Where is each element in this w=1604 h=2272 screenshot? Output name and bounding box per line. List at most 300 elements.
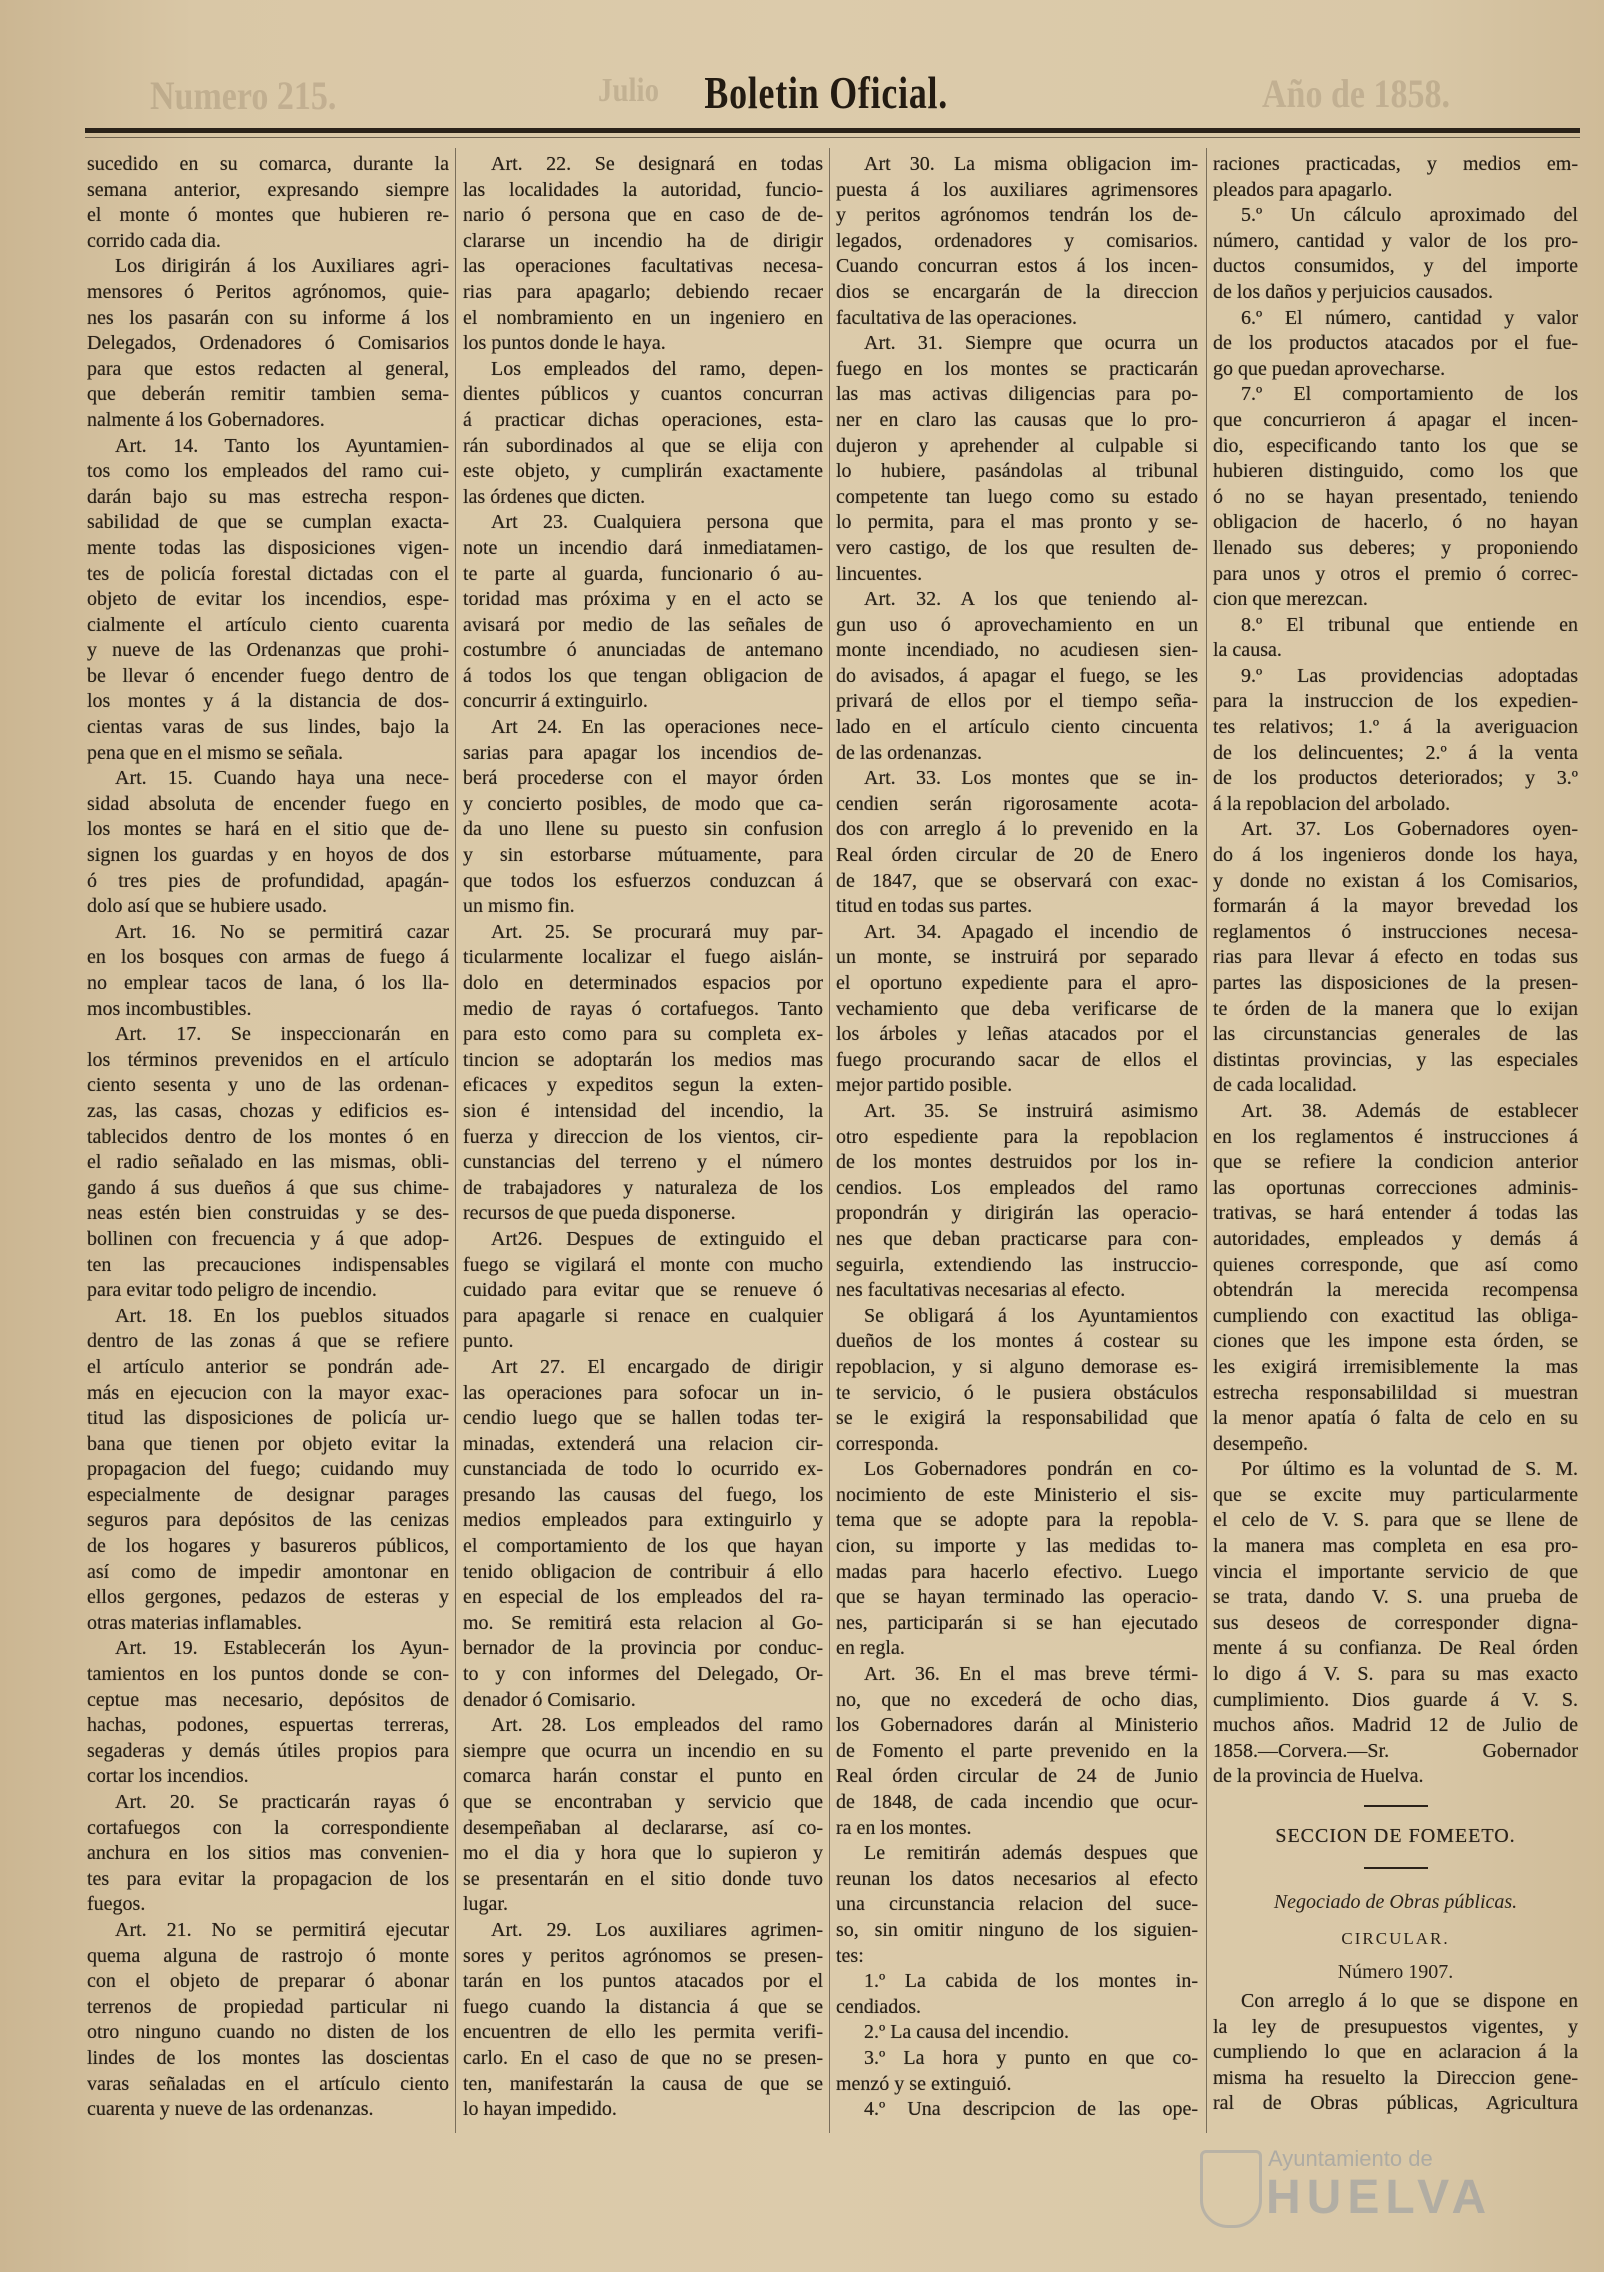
text-line: la menor apatía ó falta de celo en su bbox=[1213, 1407, 1578, 1430]
text-line: dos con arreglo á lo prevenido en la bbox=[836, 818, 1198, 841]
text-line: sucedido en su comarca, durante la bbox=[87, 153, 449, 175]
text-line: Art 30. La misma obligacion im- bbox=[864, 153, 1198, 175]
paragraph bbox=[463, 920, 823, 1227]
paragraph bbox=[87, 1022, 449, 1304]
text-line: los montes y á la distancia de dos- bbox=[87, 690, 449, 713]
text-line: puesta á los auxiliares agrimensores bbox=[836, 178, 1198, 201]
header-rule bbox=[85, 128, 1580, 133]
text-line: 7.º El comportamiento de los bbox=[1241, 383, 1578, 406]
text-line: signen los guardas y en hoyos de dos bbox=[87, 844, 449, 867]
paragraph bbox=[87, 254, 449, 433]
text-line: Se obligará á los Ayuntamientos bbox=[864, 1304, 1198, 1327]
paragraph bbox=[1213, 382, 1578, 612]
text-line: darán bajo su mas estrecha respon- bbox=[87, 485, 449, 508]
text-line: en especial de los empleados del ra- bbox=[463, 1586, 823, 1609]
text-line: dentro de las zonas á que se refiere bbox=[87, 1330, 449, 1353]
label-heading: CIRCULAR. bbox=[1341, 1929, 1450, 1948]
text-line: seguros para depósitos de las cenizas bbox=[87, 1509, 449, 1532]
text-line: Art. 31. Siempre que ocurra un bbox=[864, 332, 1198, 355]
paragraph bbox=[836, 587, 1198, 766]
text-line: los montes se hará en el sitio que de- bbox=[87, 818, 449, 841]
text-line: nes facultativas necesarias al efecto. bbox=[836, 1279, 1126, 1302]
text-line: medio de rayas ó cortafuegos. Tanto bbox=[463, 997, 823, 1020]
text-line: recursos de que pueda disponerse. bbox=[463, 1202, 736, 1225]
text-line: de los productos deteriorados; y 3.º bbox=[1213, 767, 1578, 790]
text-line: ciento sesenta y uno de las ordenan- bbox=[87, 1074, 449, 1097]
text-line: corresponda. bbox=[836, 1432, 939, 1455]
text-line: Delegados, Ordenadores ó Comisarios bbox=[87, 332, 449, 355]
text-line: tarán en los puntos atacados por el bbox=[463, 1970, 823, 1993]
text-line: Art. 14. Tanto los Ayuntamien- bbox=[115, 434, 449, 457]
text-line: tema que se adopte para la repobla- bbox=[836, 1509, 1198, 1532]
text-line: go que puedan aprovecharse. bbox=[1213, 357, 1446, 380]
text-line: los Gobernadores darán al Ministerio bbox=[836, 1714, 1198, 1737]
text-line: competente tan luego como su estado bbox=[836, 485, 1198, 508]
text-line: da uno llene su puesto sin confusion bbox=[463, 818, 823, 841]
text-line: dolo así que se hubiere usado. bbox=[87, 895, 327, 918]
text-line: que concurrieron á apagar el incen- bbox=[1213, 408, 1578, 431]
text-line: rias para llevar á efecto en todas sus bbox=[1213, 946, 1578, 969]
text-line: 9.º Las providencias adoptadas bbox=[1241, 664, 1578, 687]
text-line: medios empleados para extinguirlo y bbox=[463, 1509, 823, 1532]
text-line: 1858.—Corvera.—Sr. Gobernador bbox=[1213, 1739, 1578, 1762]
text-line: quienes corresponde, que así como bbox=[1213, 1253, 1578, 1276]
text-line: cunstancias del terreno y el número bbox=[463, 1151, 823, 1174]
text-line: Art. 25. Se procurará muy par- bbox=[491, 920, 823, 943]
text-line: vincia el importante servicio de que bbox=[1213, 1560, 1578, 1583]
text-line: cendios. Los empleados del ramo bbox=[836, 1176, 1198, 1199]
paragraph bbox=[463, 1713, 823, 1918]
text-line: titud las disposiciones de policía ur- bbox=[87, 1407, 449, 1430]
text-line: fuego en los montes se practicarán bbox=[836, 357, 1198, 380]
text-line: lo hubiere, pasándolas al tribunal bbox=[836, 460, 1198, 483]
text-line: siempre que ocurra un incendio en su bbox=[463, 1739, 823, 1762]
text-line: en regla. bbox=[836, 1637, 905, 1660]
column-divider bbox=[455, 148, 456, 2133]
text-line: el comportamiento de los que hayan bbox=[463, 1535, 823, 1558]
text-line: autoridades, empleados y demás á bbox=[1213, 1227, 1578, 1250]
text-line: muchos años. Madrid 12 de Julio de bbox=[1213, 1714, 1578, 1737]
text-line: de trabajadores y naturaleza de los bbox=[463, 1176, 823, 1199]
text-line: berá procederse con el mayor órden bbox=[463, 767, 823, 790]
text-line: Art. 21. No se permitirá ejecutar bbox=[115, 1918, 449, 1941]
watermark-line-2: HUELVA bbox=[1266, 2171, 1493, 2224]
text-line: cortar los incendios. bbox=[87, 1765, 249, 1788]
text-line: con el objeto de preparar ó abonar bbox=[87, 1970, 449, 1993]
text-line: Real órden circular de 24 de Junio bbox=[836, 1765, 1198, 1788]
text-line: gando á sus dueños á que sus chime- bbox=[87, 1176, 449, 1199]
text-line: Los empleados del ramo, depen- bbox=[491, 357, 823, 380]
text-line: las localidades la autoridad, funcio- bbox=[463, 178, 823, 201]
column-2 bbox=[463, 152, 823, 2123]
text-line: neas estén bien construidas y se des- bbox=[87, 1202, 449, 1225]
text-line: encuentren de ello les permita verifi- bbox=[463, 2021, 823, 2044]
text-line: los términos prevenidos en el artículo bbox=[87, 1048, 449, 1071]
text-line: la causa. bbox=[1213, 639, 1282, 662]
text-line: el oportuno expediente para el apro- bbox=[836, 972, 1198, 994]
column-divider bbox=[1206, 148, 1207, 2133]
text-line: be llevar ó encender fuego dentro de bbox=[87, 664, 449, 687]
text-line: nario ó persona que en caso de de- bbox=[463, 204, 823, 227]
text-line: tes relativos; 1.º á la averiguacion bbox=[1213, 716, 1578, 739]
text-line: de Fomento el parte prevenido en la bbox=[836, 1739, 1198, 1762]
text-line: dolo en determinados espacios por bbox=[463, 972, 823, 994]
text-line: Art. 22. Se designará en todas bbox=[491, 153, 823, 175]
paragraph bbox=[836, 1662, 1198, 1841]
text-line: de las ordenanzas. bbox=[836, 741, 983, 764]
text-line: vero castigo, de los que resulten de- bbox=[836, 536, 1198, 559]
text-line: lado en el artículo ciento cincuenta bbox=[836, 716, 1198, 739]
text-line: cendien serán rigorosamente acota- bbox=[836, 792, 1198, 815]
text-line: tablecidos dentro de los montes ó en bbox=[87, 1125, 449, 1148]
paragraph bbox=[463, 1227, 823, 1355]
text-line: fuego cuando la distancia á que se bbox=[463, 1995, 823, 2018]
page-title: Boletin Oficial. bbox=[704, 67, 948, 118]
text-line: este objeto, y cumplirán exactamente bbox=[463, 460, 823, 483]
text-line: sus deseos de corresponder digna- bbox=[1213, 1611, 1578, 1634]
text-line: Art. 20. Se practicarán rayas ó bbox=[115, 1791, 449, 1813]
text-line: el nombramiento en un ingeniero en bbox=[463, 306, 823, 329]
text-line: cunstanciada de todo lo ocurrido ex- bbox=[463, 1458, 823, 1481]
text-line: repoblacion, y si alguno demorase es- bbox=[836, 1355, 1198, 1378]
text-line: ciones que les impone esta órden, se bbox=[1213, 1330, 1578, 1353]
paragraph bbox=[463, 715, 823, 920]
text-line: bernador de la provincia por conduc- bbox=[463, 1637, 823, 1660]
text-line: 6.º El número, cantidad y valor bbox=[1241, 306, 1578, 329]
text-line: y concierto posibles, de modo que ca- bbox=[463, 792, 823, 815]
text-line: cumpliendo con exactitud las obliga- bbox=[1213, 1304, 1578, 1327]
section-title-heading: SECCION DE FOMEETO. bbox=[1275, 1825, 1516, 1847]
paragraph bbox=[87, 920, 449, 1022]
text-line: Art. 35. Se instruirá asimismo bbox=[864, 1099, 1198, 1122]
section-rule bbox=[1213, 1852, 1578, 1882]
text-line: 2.º La causa del incendio. bbox=[864, 2021, 1070, 2044]
paragraph bbox=[836, 1457, 1198, 1662]
text-line: Le remitirán además despues que bbox=[864, 1842, 1198, 1865]
text-line: así como de impedir amontonar en bbox=[87, 1560, 449, 1583]
text-line: note un incendio dará inmediatamen- bbox=[463, 536, 823, 559]
text-line: de los montes destruidos por los in- bbox=[836, 1151, 1198, 1174]
paragraph bbox=[836, 152, 1198, 331]
text-line: pena que en el mismo se señala. bbox=[87, 741, 344, 764]
number-heading: Número 1907. bbox=[1337, 1961, 1454, 1983]
text-line: un mismo fin. bbox=[463, 895, 575, 918]
paragraph bbox=[1213, 306, 1578, 383]
text-line: obtendrán la merecida recompensa bbox=[1213, 1279, 1578, 1302]
text-line: Los dirigirán á los Auxiliares agri- bbox=[115, 255, 449, 278]
paragraph bbox=[463, 1918, 823, 2123]
text-line: nocimiento de este Ministerio el sis- bbox=[836, 1483, 1198, 1506]
text-line: ticularmente localizar el fuego aislán- bbox=[463, 946, 823, 969]
text-line: tenido obligacion de contribuir á ello bbox=[463, 1560, 823, 1583]
text-line: en los reglamentos é instrucciones á bbox=[1213, 1125, 1578, 1148]
text-line: desempeño. bbox=[1213, 1432, 1308, 1455]
text-line: do avisados, á apagar el fuego, se les bbox=[836, 664, 1198, 687]
text-line: se le exigirá la responsabilidad que bbox=[836, 1407, 1198, 1430]
paragraph bbox=[87, 1636, 449, 1790]
paragraph bbox=[1213, 817, 1578, 1099]
text-line: clararse un incendio ha de dirigir bbox=[463, 229, 823, 252]
text-line: misma ha resuelto la Direccion gene- bbox=[1213, 2066, 1578, 2089]
text-line: partes las disposiciones de la presen- bbox=[1213, 972, 1578, 994]
text-line: segaderas y demás útiles propios para bbox=[87, 1739, 449, 1762]
text-line: para esto como para su completa ex- bbox=[463, 1023, 823, 1046]
text-line: Art. 36. En el mas breve térmi- bbox=[864, 1663, 1198, 1686]
text-line: rias para apagarlo; debiendo recaer bbox=[463, 280, 823, 303]
text-line: otras materias inflamables. bbox=[87, 1611, 302, 1634]
text-line: las mas activas diligencias para po- bbox=[836, 383, 1198, 406]
watermark-line-1: Ayuntamiento de bbox=[1268, 2146, 1433, 2171]
text-line: de 1848, de cada incendio que ocur- bbox=[836, 1791, 1198, 1813]
text-line: de los daños y perjuicios causados. bbox=[1213, 280, 1493, 303]
text-line: trativas, se hará entender á todas las bbox=[1213, 1202, 1578, 1225]
text-line: de cada localidad. bbox=[1213, 1074, 1357, 1097]
text-line: distintas provincias, y las especiales bbox=[1213, 1048, 1578, 1071]
text-line: formarán á la mayor brevedad los bbox=[1213, 895, 1578, 918]
text-line: Art26. Despues de extinguido el bbox=[491, 1227, 823, 1250]
paragraph bbox=[836, 920, 1198, 1099]
text-line: el radio señalado en las mismas, obli- bbox=[87, 1151, 449, 1174]
text-line: costumbre ó anunciadas de antemano bbox=[463, 639, 823, 662]
text-line: so, sin omitir ninguno de los siguien- bbox=[836, 1918, 1198, 1941]
text-line: nalmente á los Gobernadores. bbox=[87, 408, 325, 431]
text-line: no emplear tacos de lana, ó los lla- bbox=[87, 972, 449, 994]
text-line: toridad mas próxima y en el acto se bbox=[463, 588, 823, 611]
text-line: cuidado para evitar que se renueve ó bbox=[463, 1279, 823, 1302]
text-line: las órdenes que dicten. bbox=[463, 485, 646, 508]
text-line: Art 24. En las operaciones nece- bbox=[491, 716, 823, 739]
text-line: que se encontraban y servicio que bbox=[463, 1791, 823, 1813]
text-line: les exigirá irremisiblemente la mas bbox=[1213, 1355, 1578, 1378]
paragraph bbox=[87, 1304, 449, 1637]
text-line: nes los pasarán con su informe á los bbox=[87, 306, 449, 329]
text-line: cialmente el artículo ciento cuarenta bbox=[87, 613, 449, 636]
column-1 bbox=[87, 152, 449, 2123]
text-line: el celo de V. S. para que se llene de bbox=[1213, 1509, 1578, 1532]
text-line: ó no se hayan presentado, teniendo bbox=[1213, 485, 1578, 508]
text-line: se presentarán en el sitio donde tuvo bbox=[463, 1867, 823, 1890]
text-line: reunan los datos necesarios al efecto bbox=[836, 1867, 1198, 1890]
text-line: obligacion de hacerlo, ó no hayan bbox=[1213, 511, 1578, 534]
text-line: mejor partido posible. bbox=[836, 1074, 1013, 1097]
text-line: de la provincia de Huelva. bbox=[1213, 1765, 1424, 1788]
text-line: ten, manifestarán la causa de que se bbox=[463, 2072, 823, 2095]
text-line: dujeron y aprehender al culpable si bbox=[836, 434, 1198, 457]
text-line: bana que tienen por objeto evitar la bbox=[87, 1432, 449, 1455]
text-line: fuego se vigilará el monte con mucho bbox=[463, 1253, 823, 1276]
text-line: lugar. bbox=[463, 1893, 508, 1916]
paragraph bbox=[836, 1099, 1198, 1304]
text-line: Real órden circular de 20 de Enero bbox=[836, 844, 1198, 867]
text-line: tes para evitar la propagacion de los bbox=[87, 1867, 449, 1890]
text-line: menzó y se extinguió. bbox=[836, 2072, 1012, 2095]
text-line: para la instruccion de los expedien- bbox=[1213, 690, 1578, 713]
text-line: desempeñaban al declararse, así co- bbox=[463, 1816, 823, 1839]
text-line: 5.º Un cálculo aproximado del bbox=[1241, 204, 1578, 227]
text-line: para unos y otros el premio ó correc- bbox=[1213, 562, 1578, 585]
text-line: Art. 37. Los Gobernadores oyen- bbox=[1241, 818, 1578, 841]
text-line: mo. Se remitirá esta relacion al Go- bbox=[463, 1611, 823, 1634]
text-line: concurrir á extinguirlo. bbox=[463, 690, 648, 713]
text-line: pleados para apagarlo. bbox=[1213, 178, 1393, 201]
text-line: Cuando concurran estos á los incen- bbox=[836, 255, 1198, 278]
text-line: zas, las casas, chozas y edificios es- bbox=[87, 1099, 449, 1122]
text-line: los árboles y leñas atacados por el bbox=[836, 1023, 1198, 1046]
text-line: mente á su confianza. De Real órden bbox=[1213, 1637, 1578, 1660]
text-line: mensores ó Peritos agrónomos, quie- bbox=[87, 280, 449, 303]
text-line: Art. 34. Apagado el incendio de bbox=[864, 920, 1198, 943]
text-line: avisará por medio de las señales de bbox=[463, 613, 823, 636]
text-line: dientes públicos y cuantos concurran bbox=[463, 383, 823, 406]
text-line: ductos consumidos, y del importe bbox=[1213, 255, 1578, 278]
text-line: fuegos. bbox=[87, 1893, 146, 1916]
text-line: ra en los montes. bbox=[836, 1816, 972, 1839]
text-line: tincion se adoptarán los medios mas bbox=[463, 1048, 823, 1071]
text-line: vechamiento que deba verificarse de bbox=[836, 997, 1198, 1020]
ghost-month: Julio bbox=[598, 72, 660, 109]
text-line: Art 27. El encargado de dirigir bbox=[491, 1355, 823, 1378]
text-line: titud en todas sus partes. bbox=[836, 895, 1033, 918]
text-line: cumplimiento. Dios guarde á V. S. bbox=[1213, 1688, 1578, 1711]
text-line: Art. 33. Los montes que se in- bbox=[864, 767, 1198, 790]
paragraph bbox=[463, 357, 823, 511]
text-line: dueños de los montes á costear su bbox=[836, 1330, 1198, 1353]
text-line: bollinen con frecuencia y á que adop- bbox=[87, 1227, 449, 1250]
text-line: Por último es la voluntad de S. M. bbox=[1241, 1458, 1578, 1481]
text-line: 3.º La hora y punto en que co- bbox=[864, 2046, 1198, 2069]
paragraph bbox=[1213, 664, 1578, 818]
text-line: lindes de los montes las doscientas bbox=[87, 2046, 449, 2069]
paragraph bbox=[463, 1355, 823, 1713]
text-line: las operaciones facultativas necesa- bbox=[463, 255, 823, 278]
text-line: lo hayan impedido. bbox=[463, 2098, 617, 2121]
text-line: estrecha responsabilildad si muestran bbox=[1213, 1381, 1578, 1404]
text-line: y peritos agrónomos tendrán los de- bbox=[836, 204, 1198, 227]
ghost-issue-number: Numero 215. bbox=[150, 73, 337, 118]
text-line: que se excite muy particularmente bbox=[1213, 1483, 1578, 1506]
text-line: ó tres pies de profundidad, apagán- bbox=[87, 869, 449, 892]
text-line: y donde no existan á los Comisarios, bbox=[1213, 869, 1578, 892]
paragraph bbox=[1213, 152, 1578, 203]
paragraph bbox=[87, 766, 449, 920]
text-line: sarias para apagar los incendios de- bbox=[463, 741, 823, 764]
text-line: fuerza y direccion de los vientos, cir- bbox=[463, 1125, 823, 1148]
masthead bbox=[626, 66, 1026, 119]
column-4 bbox=[1213, 152, 1578, 2117]
text-line: Art. 38. Además de establecer bbox=[1241, 1099, 1578, 1122]
paragraph bbox=[87, 152, 449, 254]
text-line: Art. 15. Cuando haya una nece- bbox=[115, 767, 449, 790]
text-line: las circunstancias generales de las bbox=[1213, 1023, 1578, 1046]
text-line: tes: bbox=[836, 1944, 864, 1967]
text-line: objeto de evitar los incendios, espe- bbox=[87, 588, 449, 611]
header-rule-thin bbox=[85, 137, 1580, 138]
text-line: mo el dia y hora que lo supieron y bbox=[463, 1842, 823, 1865]
text-line: quema alguna de rastrojo ó monte bbox=[87, 1944, 449, 1967]
text-line: minadas, extenderá una relacion cir- bbox=[463, 1432, 823, 1455]
text-line: te servicio, ó le pusiera obstáculos bbox=[836, 1381, 1198, 1404]
text-line: tos como los empleados del ramo cui- bbox=[87, 460, 449, 483]
text-line: propagacion del fuego; cuidando muy bbox=[87, 1458, 449, 1481]
text-line: y nueve de las Ordenanzas que prohi- bbox=[87, 639, 449, 662]
text-line: do á los ingenieros donde los haya, bbox=[1213, 844, 1578, 867]
text-line: ellos gergones, pedazos de esteras y bbox=[87, 1586, 449, 1609]
paragraph bbox=[1213, 1457, 1578, 1790]
text-line: Art. 18. En los pueblos situados bbox=[115, 1304, 449, 1327]
paragraph bbox=[836, 331, 1198, 587]
text-line: dio, especificando tanto los que se bbox=[1213, 434, 1578, 457]
text-line: para que estos redacten al general, bbox=[87, 357, 449, 380]
paragraph bbox=[836, 1969, 1198, 2020]
text-line: otro espediente para la repoblacion bbox=[836, 1125, 1198, 1148]
text-line: te parte al guarda, funcionario ó au- bbox=[463, 562, 823, 585]
text-line: facultativa de las operaciones. bbox=[836, 306, 1077, 329]
text-line: hubieren distinguido, como los que bbox=[1213, 460, 1578, 483]
text-line: que todos los esfuerzos conduzcan á bbox=[463, 869, 823, 892]
text-line: to y con informes del Delegado, Or- bbox=[463, 1663, 823, 1686]
text-line: Con arreglo á lo que se dispone en bbox=[1241, 1990, 1578, 2012]
text-line: carlo. En el caso de que no se presen- bbox=[463, 2046, 823, 2069]
text-line: que deberán remitir tambien sema- bbox=[87, 383, 449, 406]
paragraph bbox=[87, 1790, 449, 1918]
text-line: mos incombustibles. bbox=[87, 997, 252, 1020]
text-line: ral de Obras públicas, Agricultura bbox=[1213, 2092, 1578, 2115]
text-line: de los hogares y basureros públicos, bbox=[87, 1535, 449, 1558]
column-divider bbox=[829, 148, 830, 2133]
text-line: legados, ordenadores y comisarios. bbox=[836, 229, 1198, 252]
text-line: los puntos donde le haya. bbox=[463, 332, 666, 355]
column-3 bbox=[836, 152, 1198, 2123]
text-line: no, que no excederá de ocho dias, bbox=[836, 1688, 1198, 1711]
text-line: denador ó Comisario. bbox=[463, 1688, 636, 1711]
text-line: Art. 32. A los que teniendo al- bbox=[864, 588, 1198, 611]
text-line: lo digo á V. S. para su mas exacto bbox=[1213, 1663, 1578, 1686]
text-line: Art. 29. Los auxiliares agrimen- bbox=[491, 1918, 823, 1941]
text-line: se trata, dando V. S. una prueba de bbox=[1213, 1586, 1578, 1609]
text-line: Art 23. Cualquiera persona que bbox=[491, 511, 823, 534]
text-line: cuarenta y nueve de las ordenanzas. bbox=[87, 2098, 374, 2121]
text-line: terrenos de propiedad particular ni bbox=[87, 1995, 449, 2018]
text-line: especialmente de designar parages bbox=[87, 1483, 449, 1506]
paragraph bbox=[836, 2046, 1198, 2097]
text-line: de los delincuentes; 2.º á la venta bbox=[1213, 741, 1578, 764]
text-line: monte incendiado, no acudiesen sien- bbox=[836, 639, 1198, 662]
text-line: tamientos en los puntos donde se con- bbox=[87, 1663, 449, 1686]
shield-icon bbox=[1200, 2150, 1262, 2228]
section-rule bbox=[1213, 1790, 1578, 1820]
text-line: privará de ellos por el tiempo seña- bbox=[836, 690, 1198, 713]
text-line: llenado sus deberes; y proponiendo bbox=[1213, 536, 1578, 559]
text-line: presando las causas del fuego, los bbox=[463, 1483, 823, 1506]
paragraph bbox=[836, 2020, 1198, 2046]
text-line: las operaciones para sofocar un in- bbox=[463, 1381, 823, 1404]
text-line: que se refiere la condicion anterior bbox=[1213, 1151, 1578, 1174]
text-line: corrido cada dia. bbox=[87, 229, 221, 252]
text-line: eficaces y expeditos segun la exten- bbox=[463, 1074, 823, 1097]
text-line: mente todas las disposiciones vigen- bbox=[87, 536, 449, 559]
text-line: seguirla, extendiendo las instruccio- bbox=[836, 1253, 1198, 1276]
text-line: dios se encargarán de la direccion bbox=[836, 280, 1198, 303]
paragraph bbox=[836, 1841, 1198, 1969]
text-line: la ley de presupuestos vigentes, y bbox=[1213, 2015, 1578, 2038]
text-line: 8.º El tribunal que entiende en bbox=[1241, 613, 1578, 636]
text-line: de los productos atacados por el fue- bbox=[1213, 332, 1578, 355]
text-line: tes de policía forestal dictadas con el bbox=[87, 562, 449, 585]
text-line: á practicar dichas operaciones, esta- bbox=[463, 408, 823, 431]
ghost-year: Año de 1858. bbox=[1262, 71, 1450, 116]
text-line: punto. bbox=[463, 1330, 514, 1353]
text-line: cendiados. bbox=[836, 1995, 921, 2018]
